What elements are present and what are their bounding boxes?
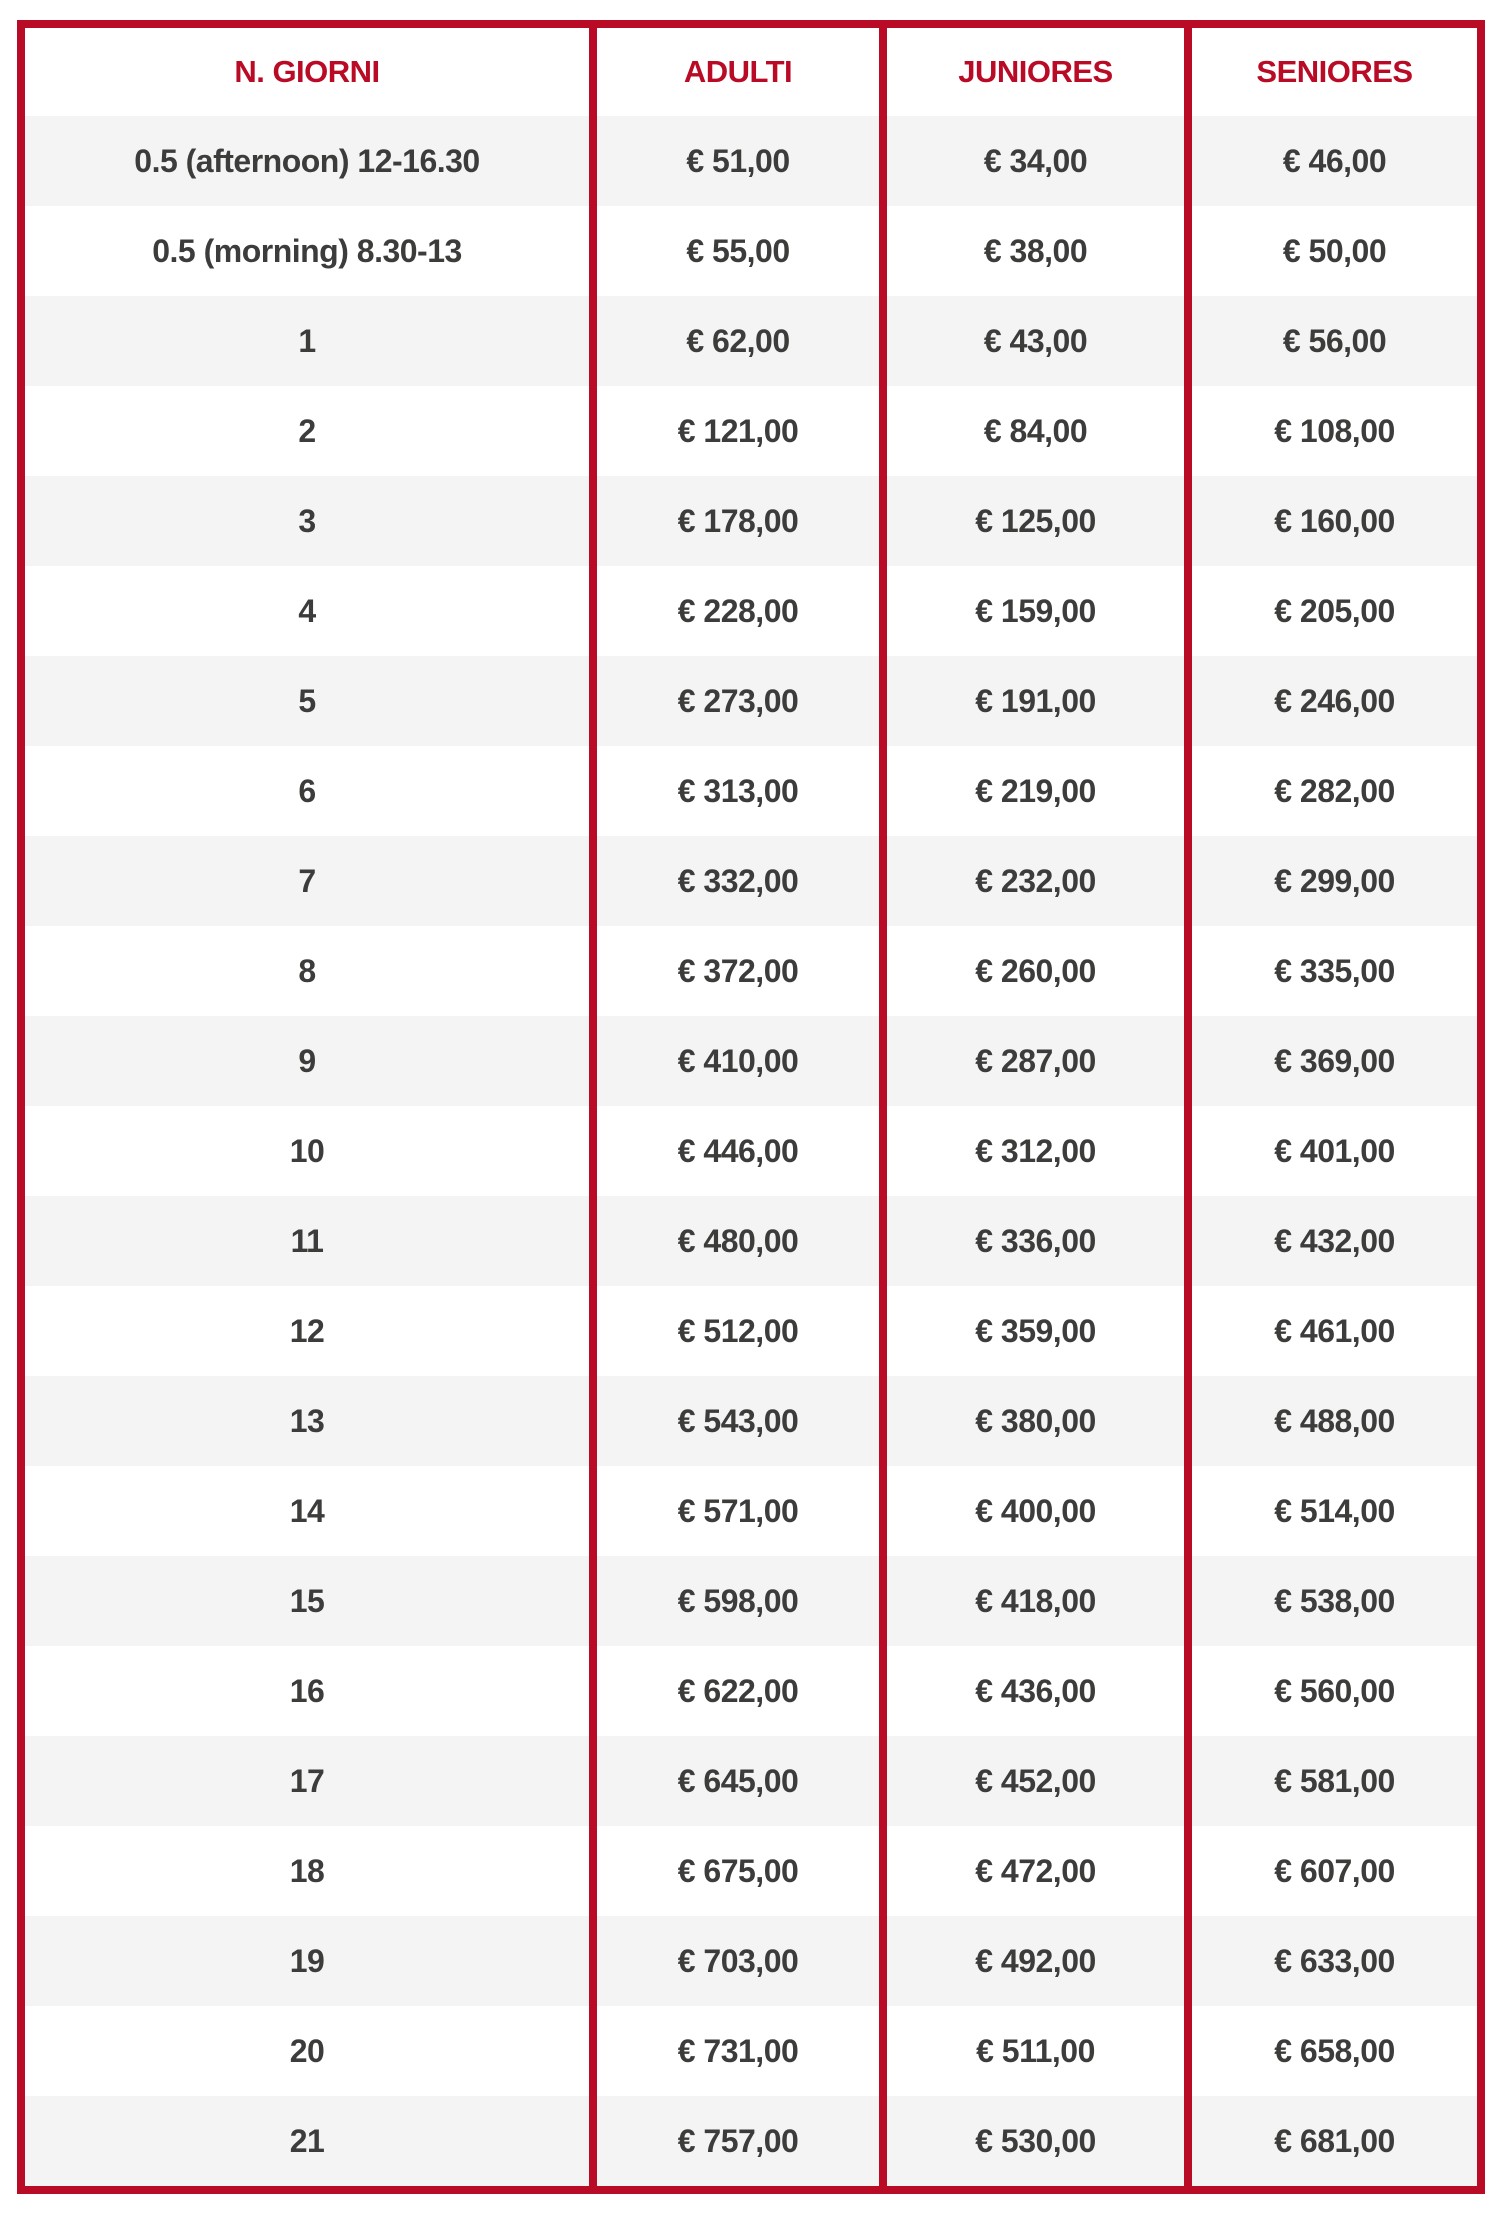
- juniores-price-cell: € 530,00: [879, 2096, 1184, 2186]
- table-row: [25, 476, 1477, 566]
- table-row: [25, 1016, 1477, 1106]
- seniores-price-cell: € 607,00: [1184, 1826, 1477, 1916]
- juniores-price-cell: € 359,00: [879, 1286, 1184, 1376]
- seniores-price-cell: € 681,00: [1184, 2096, 1477, 2186]
- table-row: [25, 746, 1477, 836]
- adulti-price-cell: € 228,00: [589, 566, 879, 656]
- price-table: [17, 20, 1485, 2194]
- days-cell: 13: [289, 1402, 325, 1439]
- table-row: [25, 386, 1477, 476]
- juniores-price-cell: € 336,00: [879, 1196, 1184, 1286]
- days-cell: 5: [298, 682, 316, 719]
- table-header-row: [25, 28, 1477, 116]
- seniores-price-cell: € 335,00: [1184, 926, 1477, 1016]
- header-juniores: JUNIORES: [879, 28, 1184, 116]
- days-cell: 2: [298, 412, 316, 449]
- juniores-price-cell: € 125,00: [879, 476, 1184, 566]
- seniores-price-cell: € 56,00: [1184, 296, 1477, 386]
- adulti-price-cell: € 598,00: [589, 1556, 879, 1646]
- seniores-price-cell: € 246,00: [1184, 656, 1477, 746]
- adulti-price-cell: € 178,00: [589, 476, 879, 566]
- seniores-price-cell: € 46,00: [1184, 116, 1477, 206]
- juniores-price-cell: € 492,00: [879, 1916, 1184, 2006]
- juniores-price-cell: € 472,00: [879, 1826, 1184, 1916]
- seniores-price-cell: € 160,00: [1184, 476, 1477, 566]
- adulti-price-cell: € 757,00: [589, 2096, 879, 2186]
- table-row: [25, 1376, 1477, 1466]
- adulti-price-cell: € 410,00: [589, 1016, 879, 1106]
- juniores-price-cell: € 191,00: [879, 656, 1184, 746]
- seniores-price-cell: € 633,00: [1184, 1916, 1477, 2006]
- adulti-price-cell: € 51,00: [589, 116, 879, 206]
- days-cell: 1: [298, 322, 316, 359]
- seniores-price-cell: € 461,00: [1184, 1286, 1477, 1376]
- adulti-price-cell: € 703,00: [589, 1916, 879, 2006]
- adulti-price-cell: € 571,00: [589, 1466, 879, 1556]
- table-row: [25, 1286, 1477, 1376]
- seniores-price-cell: € 108,00: [1184, 386, 1477, 476]
- adulti-price-cell: € 480,00: [589, 1196, 879, 1286]
- adulti-price-cell: € 512,00: [589, 1286, 879, 1376]
- table-row: [25, 1106, 1477, 1196]
- juniores-price-cell: € 400,00: [879, 1466, 1184, 1556]
- adulti-price-cell: € 62,00: [589, 296, 879, 386]
- table-row: [25, 926, 1477, 1016]
- adulti-price-cell: € 675,00: [589, 1826, 879, 1916]
- adulti-price-cell: € 55,00: [589, 206, 879, 296]
- days-cell: 14: [289, 1492, 325, 1529]
- table-row: [25, 296, 1477, 386]
- seniores-price-cell: € 369,00: [1184, 1016, 1477, 1106]
- header-adulti: ADULTI: [589, 28, 879, 116]
- days-cell: 19: [289, 1942, 325, 1979]
- juniores-price-cell: € 380,00: [879, 1376, 1184, 1466]
- seniores-price-cell: € 50,00: [1184, 206, 1477, 296]
- seniores-price-cell: € 560,00: [1184, 1646, 1477, 1736]
- table-row: [25, 1736, 1477, 1826]
- juniores-price-cell: € 84,00: [879, 386, 1184, 476]
- adulti-price-cell: € 731,00: [589, 2006, 879, 2096]
- juniores-price-cell: € 260,00: [879, 926, 1184, 1016]
- table-row: [25, 1646, 1477, 1736]
- header-n-giorni: N. GIORNI: [234, 54, 380, 89]
- header-seniores: SENIORES: [1184, 28, 1477, 116]
- days-cell: 16: [289, 1672, 325, 1709]
- table-row: [25, 1196, 1477, 1286]
- table-row: [25, 206, 1477, 296]
- table-row: [25, 2096, 1477, 2186]
- juniores-price-cell: € 287,00: [879, 1016, 1184, 1106]
- days-cell: 11: [290, 1222, 324, 1259]
- days-cell: 21: [289, 2122, 325, 2159]
- table-row: [25, 2006, 1477, 2096]
- juniores-price-cell: € 312,00: [879, 1106, 1184, 1196]
- table-row: [25, 1556, 1477, 1646]
- juniores-price-cell: € 34,00: [879, 116, 1184, 206]
- adulti-price-cell: € 313,00: [589, 746, 879, 836]
- seniores-price-cell: € 581,00: [1184, 1736, 1477, 1826]
- days-cell: 10: [289, 1132, 325, 1169]
- days-cell: 20: [289, 2032, 325, 2069]
- seniores-price-cell: € 282,00: [1184, 746, 1477, 836]
- table-row: [25, 1466, 1477, 1556]
- days-cell: 7: [298, 862, 316, 899]
- juniores-price-cell: € 159,00: [879, 566, 1184, 656]
- days-cell: 9: [298, 1042, 316, 1079]
- days-cell: 12: [289, 1312, 325, 1349]
- adulti-price-cell: € 273,00: [589, 656, 879, 746]
- adulti-price-cell: € 543,00: [589, 1376, 879, 1466]
- seniores-price-cell: € 432,00: [1184, 1196, 1477, 1286]
- seniores-price-cell: € 514,00: [1184, 1466, 1477, 1556]
- days-cell: 0.5 (afternoon) 12-16.30: [134, 142, 480, 179]
- days-cell: 6: [298, 772, 316, 809]
- days-cell: 18: [289, 1852, 325, 1889]
- seniores-price-cell: € 488,00: [1184, 1376, 1477, 1466]
- seniores-price-cell: € 401,00: [1184, 1106, 1477, 1196]
- days-cell: 0.5 (morning) 8.30-13: [152, 232, 462, 269]
- juniores-price-cell: € 38,00: [879, 206, 1184, 296]
- seniores-price-cell: € 205,00: [1184, 566, 1477, 656]
- table-row: [25, 836, 1477, 926]
- adulti-price-cell: € 121,00: [589, 386, 879, 476]
- table-row: [25, 566, 1477, 656]
- table-row: [25, 1916, 1477, 2006]
- juniores-price-cell: € 452,00: [879, 1736, 1184, 1826]
- adulti-price-cell: € 645,00: [589, 1736, 879, 1826]
- table-row: [25, 656, 1477, 746]
- seniores-price-cell: € 538,00: [1184, 1556, 1477, 1646]
- juniores-price-cell: € 219,00: [879, 746, 1184, 836]
- juniores-price-cell: € 436,00: [879, 1646, 1184, 1736]
- adulti-price-cell: € 446,00: [589, 1106, 879, 1196]
- days-cell: 17: [289, 1762, 325, 1799]
- table-row: [25, 116, 1477, 206]
- juniores-price-cell: € 418,00: [879, 1556, 1184, 1646]
- adulti-price-cell: € 622,00: [589, 1646, 879, 1736]
- seniores-price-cell: € 658,00: [1184, 2006, 1477, 2096]
- adulti-price-cell: € 372,00: [589, 926, 879, 1016]
- days-cell: 3: [298, 502, 316, 539]
- days-cell: 4: [298, 592, 316, 629]
- seniores-price-cell: € 299,00: [1184, 836, 1477, 926]
- juniores-price-cell: € 43,00: [879, 296, 1184, 386]
- table-body: [25, 116, 1477, 2186]
- juniores-price-cell: € 232,00: [879, 836, 1184, 926]
- juniores-price-cell: € 511,00: [879, 2006, 1184, 2096]
- table-row: [25, 1826, 1477, 1916]
- adulti-price-cell: € 332,00: [589, 836, 879, 926]
- days-cell: 15: [289, 1582, 325, 1619]
- days-cell: 8: [298, 952, 316, 989]
